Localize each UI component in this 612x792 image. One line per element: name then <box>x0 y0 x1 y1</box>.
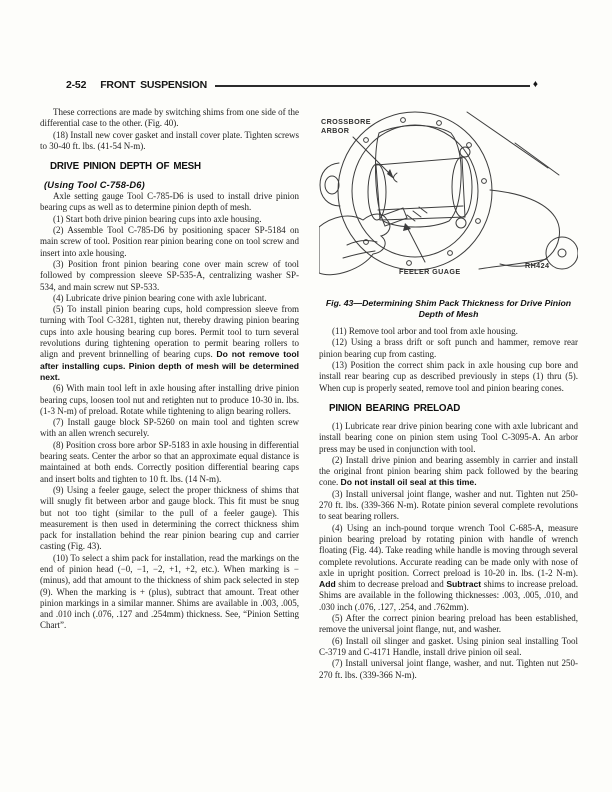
figure-ref-code: RH424 <box>525 261 550 270</box>
figure-cap-bolt <box>456 218 466 228</box>
paragraph <box>319 636 578 659</box>
figure-43-illustration <box>319 107 578 295</box>
bold-text: Do not remove tool after installing cups. Pinion depth of mesh will be determined next. <box>40 349 299 382</box>
figure-label-crossbore-arbor: ARBOR <box>321 126 350 135</box>
figure-tube-hole <box>325 176 339 194</box>
paragraph <box>40 130 299 153</box>
body-text: Axle setting gauge Tool C-785-D6 is used to install drive pinion bearing cups as well as to determine pinion depth of mesh. <box>40 191 299 213</box>
body-text: (3) Position front pinion bearing cone over main screw of tool followed by compression sleeve SP-535-A, centralizing washer SP-534, and main screw nut SP-533. <box>40 258 299 292</box>
body-text: (7) Install gauge block SP-5260 on main tool and tighten screw with an allen wrench securely. <box>40 417 299 439</box>
figure-line <box>490 190 559 266</box>
body-text: (12) Using a brass drift or soft punch and hammer, remove rear pinion bearing cup from casting. <box>319 337 578 359</box>
paragraph <box>40 293 299 304</box>
body-text: (11) Remove tool arbor and tool from axle housing. <box>332 326 518 337</box>
bolt-hole <box>401 118 406 123</box>
body-text: (2) Install drive pinion and bearing assembly in carrier and install the original front pinion bearing shim pack followed by the bearing cone. <box>319 454 578 488</box>
figure-label-feeler-guage: FEELER GUAGE <box>399 267 461 276</box>
paragraph <box>40 304 299 383</box>
body-text: (18) Install new cover gasket and install cover plate. Tighten screws to 30-40 ft. lbs. (41-54 N-m). <box>40 129 299 151</box>
chapter-title: FRONT SUSPENSION <box>100 79 207 91</box>
body-text: (6) Install oil slinger and gasket. Using pinion seal installing Tool C-3719 and C-4171 Handle, install drive pinion oil seal. <box>319 635 578 657</box>
paragraph <box>40 553 299 632</box>
section-heading: PINION BEARING PRELOAD <box>329 402 461 414</box>
paragraph <box>40 214 299 225</box>
figure-43 <box>319 107 578 319</box>
paragraph <box>319 360 578 394</box>
figure-label-crossbore-arbor: CROSSBORE <box>321 117 371 126</box>
figure-end-cap-center <box>558 249 566 257</box>
subsection-heading: (Using Tool C-758-D6) <box>44 180 145 191</box>
bolt-hole <box>364 138 369 143</box>
paragraph <box>40 383 299 417</box>
left-column <box>40 107 299 681</box>
bold-text: Subtract <box>446 579 482 590</box>
right-column <box>319 107 578 681</box>
body-text: (5) To install pinion bearing cups, hold compression sleeve from turning with Tool C-3281, tighten nut, thereby drawing pinion bearing cups into axle housing bearing cup bores. Permit tool to turn several revolutions during tightening operation to permit bearing rollers to align and prevent brinnelling of bearing cups. <box>40 304 299 360</box>
paragraph <box>40 485 299 553</box>
paragraph <box>319 421 578 455</box>
body-text: (4) Lubricate drive pinion bearing cone with axle lubricant. <box>53 292 267 303</box>
body-text: (5) After the correct pinion bearing preload has been established, remove the universal joint flange, nut, and washer. <box>319 613 578 635</box>
figure-hand <box>319 214 390 275</box>
figure-line <box>467 112 548 168</box>
body-text: (8) Position cross bore arbor SP-5183 in axle housing in differential bearing seats. Center the arbor so that an approximate equal distance is maintained at both ends. Correctly position differential bearing caps and insert bolts and tighten to 10 ft. lbs. (14 N-m). <box>40 439 299 484</box>
bolt-hole <box>476 219 481 224</box>
body-text: (1) Start both drive pinion bearing cups into axle housing. <box>53 213 262 224</box>
figure-hand-line <box>347 241 377 245</box>
paragraph <box>40 440 299 485</box>
figure-opening <box>376 126 462 228</box>
body-text: (1) Lubricate rear drive pinion bearing cone with axle lubricant and install bearing cone on pinion stem using Tool C-3095-A. An arbor press may be used in conjunction with tool. <box>319 420 578 454</box>
figure-arbor-mark <box>394 173 398 182</box>
body-text: (4) Using an inch-pound torque wrench Tool C-685-A, measure pinion bearing preload by rotating pinion with handle of wrench floating (Fig. 44). Take reading while handle is moving through several complete revolutions. Accurate reading can be made only with nose of axle in upright position. Correct preload is 10-20 in. lbs. (1-2 N-m). <box>319 522 578 578</box>
paragraph <box>40 191 299 214</box>
paragraph <box>40 225 299 259</box>
paragraph <box>40 107 299 130</box>
body-text: shims to increase preload. Shims are available in the following thicknesses: .003, .005, .010, and .030 inch (.076, .127, .254, and .762mm). <box>319 579 578 612</box>
paragraph <box>40 417 299 440</box>
figure-line <box>320 163 340 206</box>
bold-text: Add <box>319 579 336 590</box>
paragraph <box>40 259 299 293</box>
paragraph <box>319 455 578 489</box>
bolt-hole <box>467 143 472 148</box>
figure-line <box>515 143 559 175</box>
body-text: (3) Install universal joint flange, washer and nut. Tighten nut 250-270 ft. lbs. (339-366 N-m). Rotate pinion several complete revolutions to seat bearing rollers. <box>319 488 578 522</box>
body-text: (10) To select a shim pack for installation, read the markings on the end of pinion head (−0, −1, −2, +1, +2, etc.). When marking is − (minus), add that amount to the thickness of shim pack selected in step (9). When the marking is + (plus), subtract that amount. Treat other pinion markings in a similar manner. Shims are available in .003, .005, and .010 inch (.076, .127 and .254mm) thickness. See, “Pinion Setting Chart”. <box>40 552 299 631</box>
bolt-hole <box>437 121 442 126</box>
right-column-text <box>319 326 578 681</box>
figure-flange-inner <box>352 125 478 257</box>
two-column-body <box>40 107 578 681</box>
header-rule <box>215 85 530 87</box>
body-text: shim to decrease preload and <box>335 579 447 590</box>
paragraph <box>319 326 578 337</box>
bolt-hole <box>407 261 412 266</box>
bold-text: Do not install oil seal at this time. <box>340 477 477 488</box>
paragraph <box>319 658 578 681</box>
body-text: (7) Install universal joint flange, washer, and nut. Tighten nut 250-270 ft. lbs. (339-366 N-m). <box>319 658 578 680</box>
paragraph <box>319 613 578 636</box>
arrowhead <box>387 169 394 179</box>
page-header <box>66 79 538 91</box>
figure-flange-outer <box>338 112 492 270</box>
paragraph <box>319 523 578 613</box>
paragraph <box>319 337 578 360</box>
bolt-hole <box>482 179 487 184</box>
figure-cap-bolt <box>460 147 470 157</box>
figure-caption: Fig. 43—Determining Shim Pack Thickness for Drive Pinion Depth of Mesh <box>325 298 572 319</box>
diamond-icon: ♦ <box>532 78 538 90</box>
bolt-hole <box>448 251 453 256</box>
body-text: (2) Assemble Tool C-785-D6 by positioning spacer SP-5184 on main screw of tool. Position rear pinion bearing cone on tool screw and insert into axle housing. <box>40 225 299 258</box>
body-text: (6) With main tool left in axle housing after installing drive pinion bearing cups, loosen tool nut and retighten nut to produce 10-30 in. lbs. (1-3 N-m) of preload. Rotate while tightening to align bearing rollers. <box>40 383 299 416</box>
body-text: These corrections are made by switching shims from one side of the differential case to the other. (Fig. 40). <box>40 107 299 129</box>
body-text: (13) Position the correct shim pack in axle housing cup bore and install rear bearing cup as described previously in steps (1) thru (5). When cup is properly seated, remove tool and pinion bearing cones. <box>319 360 578 393</box>
figure-end-cap <box>546 237 578 269</box>
page-number: 2-52 <box>66 79 87 91</box>
body-text: (9) Using a feeler gauge, select the proper thickness of shims that will snugly fit between arbor and gauge block. This fit must be snug but not too tight (similar to the pull of a feeler gauge). This measurement is then used in determining the correct thickness shim pack for installation behind the rear pinion bearing cup and carrier casting (Fig. 43). <box>40 484 299 552</box>
section-heading: DRIVE PINION DEPTH OF MESH <box>50 161 201 173</box>
paragraph <box>319 489 578 523</box>
